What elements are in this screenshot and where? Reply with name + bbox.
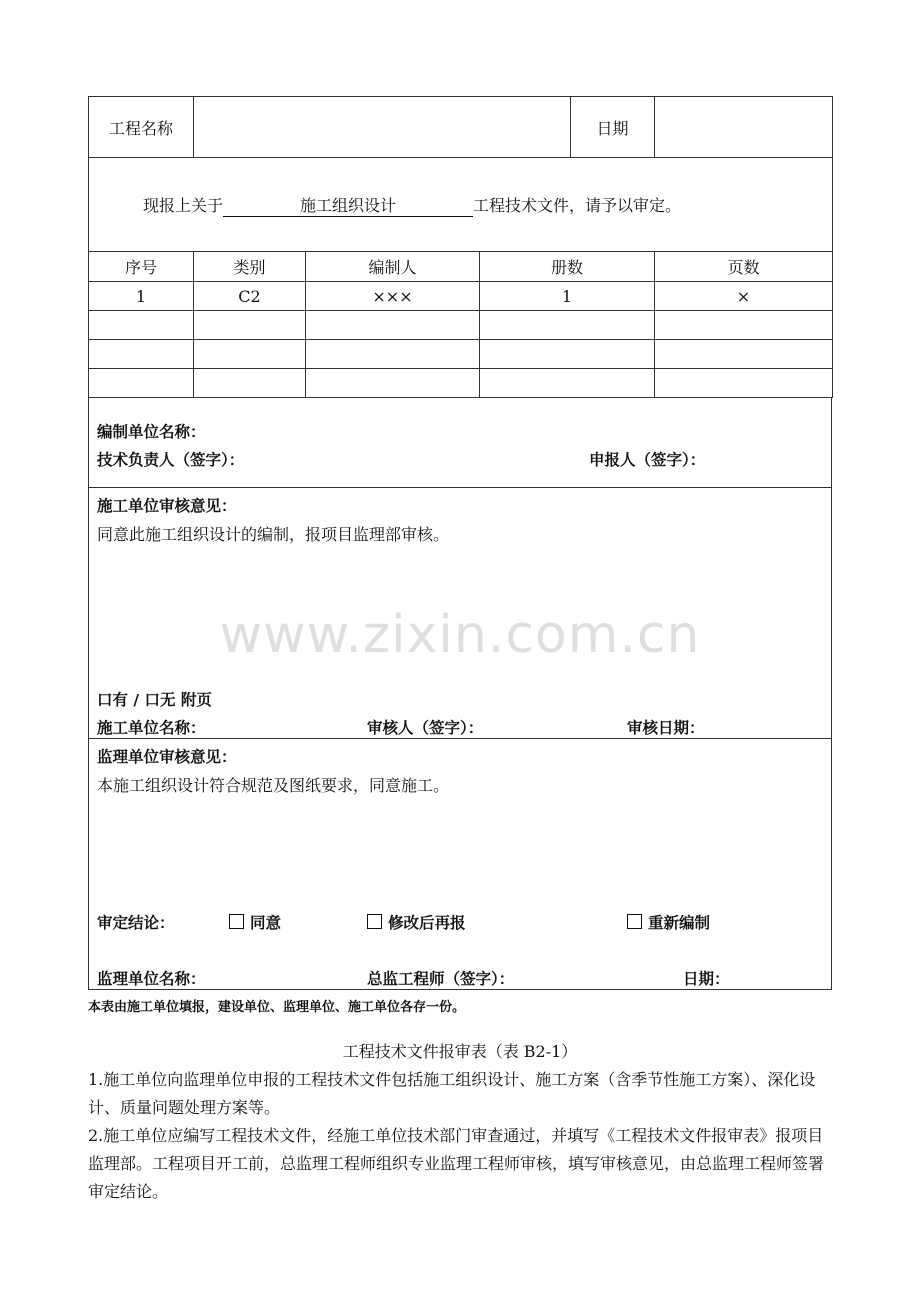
date-label: 日期 <box>571 97 655 158</box>
conclusion-label: 审定结论： <box>97 914 175 932</box>
column-header: 类别 <box>194 252 306 282</box>
supervisor-review-title: 监理单位审核意见： <box>97 748 237 766</box>
column-header: 页数 <box>655 252 833 282</box>
table-cell[interactable] <box>655 340 833 369</box>
date-field[interactable] <box>655 97 833 158</box>
compiler-section <box>89 398 832 488</box>
table-cell[interactable] <box>194 311 306 340</box>
report-form <box>88 96 832 1015</box>
reviewer-signature-label: 审核人（签字）： <box>367 719 484 737</box>
table-row <box>89 282 833 311</box>
footnote: 本表由施工单位填报，建设单位、监理单位、施工单位各存一份。 <box>88 1000 466 1015</box>
statement <box>89 158 833 252</box>
table-cell[interactable] <box>655 311 833 340</box>
statement-subject: 施工组织设计 <box>223 193 473 217</box>
form-table <box>88 96 833 252</box>
table-cell[interactable] <box>89 340 194 369</box>
contractor-unit-label: 施工单位名称： <box>97 719 206 737</box>
table-cell[interactable]: × <box>655 282 833 311</box>
table-cell[interactable] <box>480 311 655 340</box>
column-header: 序号 <box>89 252 194 282</box>
chief-engineer-signature-label: 总监工程师（签字）： <box>367 970 515 988</box>
statement-suffix: 工程技术文件，请予以审定。 <box>473 195 682 215</box>
table-row <box>89 340 833 369</box>
compiler-unit-label: 编制单位名称： <box>97 423 206 441</box>
attachment-option[interactable]: 口有 / 口无 附页 <box>97 691 212 709</box>
supervisor-review-section <box>89 739 832 990</box>
statement-prefix: 现报上关于 <box>143 195 224 215</box>
notes-title: 工程技术文件报审表（表 B2-1） <box>342 1042 578 1061</box>
table-cell[interactable]: 1 <box>480 282 655 311</box>
table-cell[interactable]: 1 <box>89 282 194 311</box>
table-cell[interactable]: ××× <box>306 282 480 311</box>
table-cell[interactable] <box>480 340 655 369</box>
table-cell[interactable] <box>89 369 194 398</box>
table-cell[interactable] <box>655 369 833 398</box>
checkbox-icon[interactable] <box>229 914 244 929</box>
tech-lead-signature-label: 技术负责人（签字）： <box>97 451 245 469</box>
watermark: www.zixin.com.cn <box>219 605 701 665</box>
checkbox-icon[interactable] <box>367 914 382 929</box>
table-cell[interactable] <box>306 311 480 340</box>
supervisor-unit-label: 监理单位名称： <box>97 970 206 988</box>
project-name-field[interactable] <box>194 97 571 158</box>
reporter-signature-label: 申报人（签字）： <box>589 451 706 469</box>
instructions <box>88 1038 832 1206</box>
notes-paragraph: 1.施工单位向监理单位申报的工程技术文件包括施工组织设计、施工方案（含季节性施工方案）、深化设计、质量问题处理方案等。 <box>88 1070 816 1117</box>
option-recompile[interactable]: 重新编制 <box>627 911 710 933</box>
supervisor-date-label: 日期： <box>683 970 730 988</box>
checkbox-icon[interactable] <box>627 914 642 929</box>
table-cell[interactable] <box>194 340 306 369</box>
table-cell[interactable] <box>306 340 480 369</box>
review-date-label: 审核日期： <box>627 719 705 737</box>
supervisor-review-opinion: 本施工组织设计符合规范及图纸要求，同意施工。 <box>97 776 450 795</box>
table-row <box>89 311 833 340</box>
contractor-review-opinion: 同意此施工组织设计的编制，报项目监理部审核。 <box>97 525 450 544</box>
table-cell[interactable] <box>194 369 306 398</box>
table-row <box>89 369 833 398</box>
contractor-review-section <box>89 488 832 739</box>
column-header: 编制人 <box>306 252 480 282</box>
document-list-table <box>88 251 833 398</box>
table-cell[interactable] <box>89 311 194 340</box>
table-header-row <box>89 252 833 282</box>
table-cell[interactable]: C2 <box>194 282 306 311</box>
column-header: 册数 <box>480 252 655 282</box>
table-cell[interactable] <box>306 369 480 398</box>
notes-paragraph: 2.施工单位应编写工程技术文件，经施工单位技术部门审查通过，并填写《工程技术文件报审表》报项目监理部。工程项目开工前，总监理工程师组织专业监理工程师审核，填写审核意见，由总监理工程师签署审定结论。 <box>88 1126 825 1201</box>
option-revise-resubmit[interactable]: 修改后再报 <box>367 911 466 933</box>
option-agree[interactable]: 同意 <box>229 911 281 933</box>
project-name-label: 工程名称 <box>89 97 194 158</box>
table-cell[interactable] <box>480 369 655 398</box>
signature-table <box>88 397 832 990</box>
contractor-review-title: 施工单位审核意见： <box>97 497 237 515</box>
